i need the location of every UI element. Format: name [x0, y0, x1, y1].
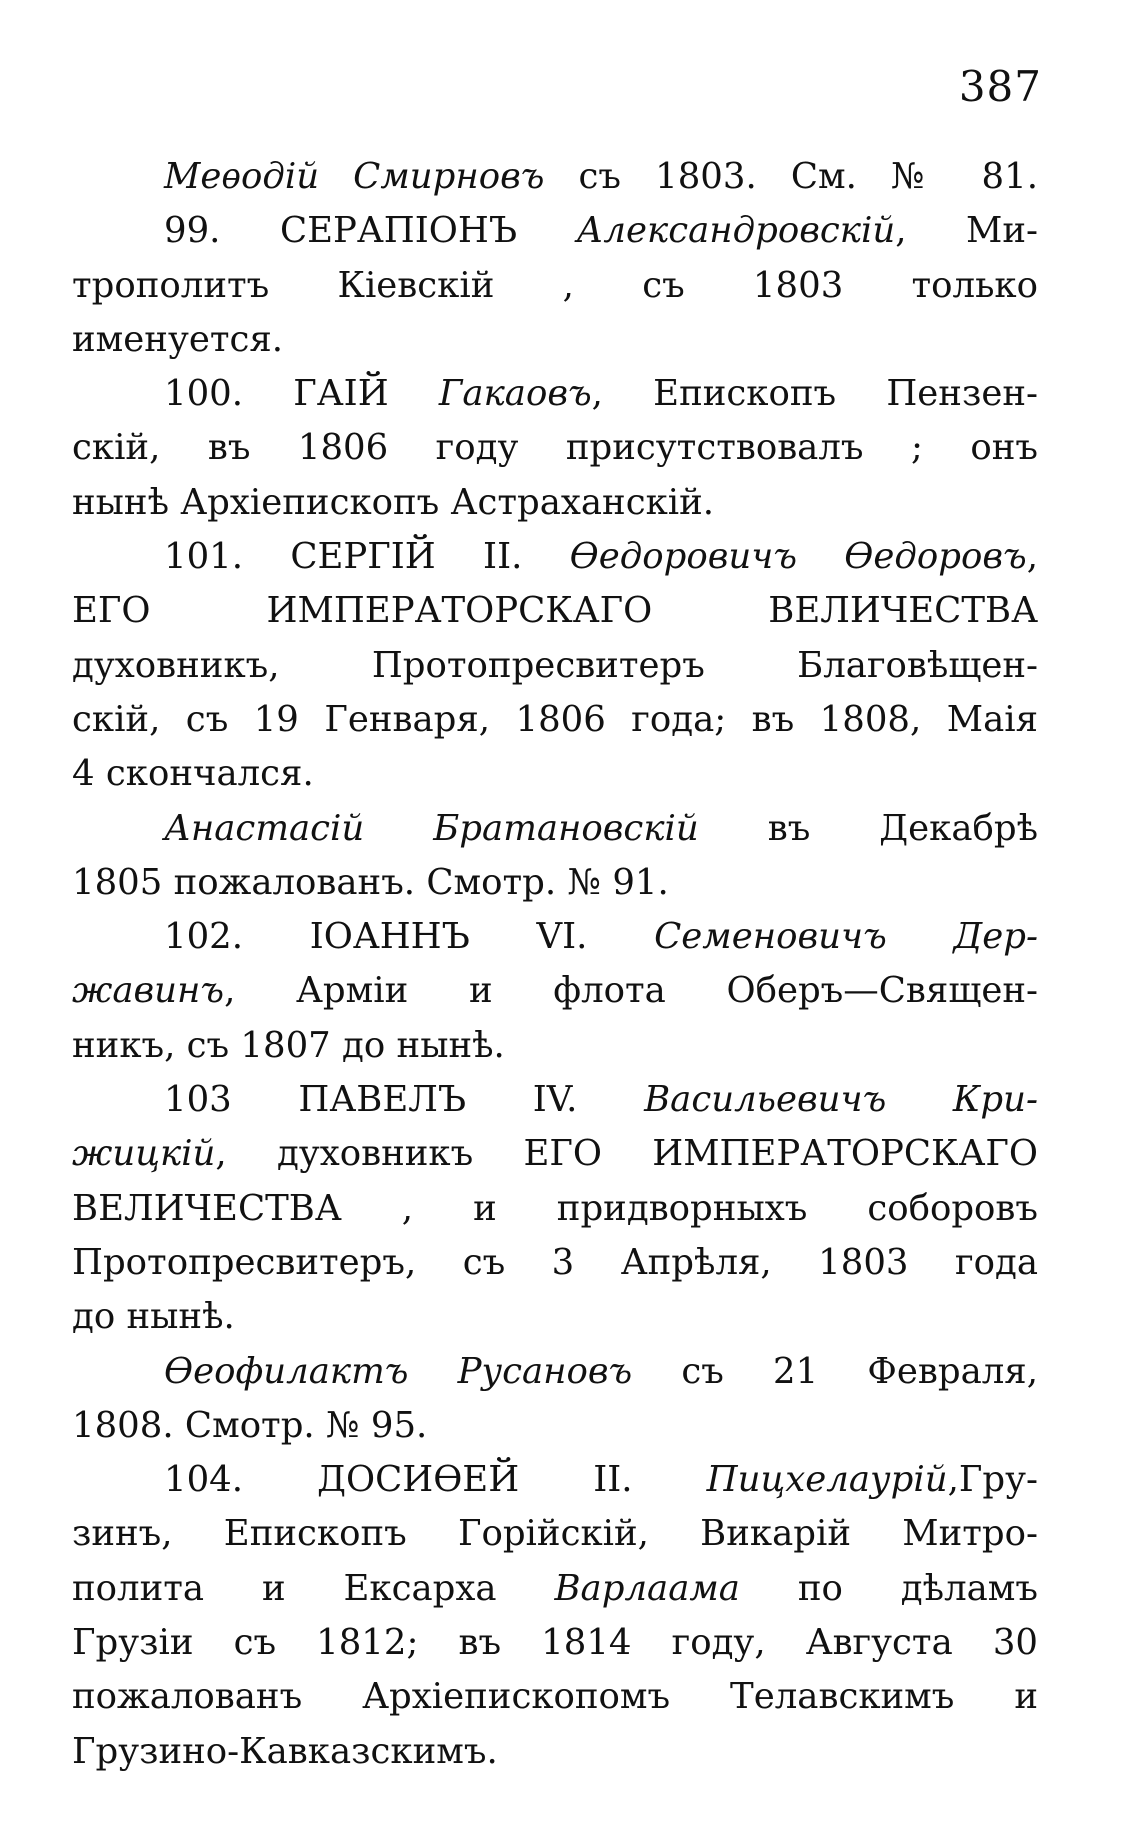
line-text: ВЕЛИЧЕСТВА , и придворныхъ соборовъ	[72, 1187, 1038, 1229]
line-text: полита и Ексарха	[72, 1567, 555, 1609]
text-line	[72, 1073, 1038, 1127]
text-line	[72, 1236, 1038, 1290]
text-line	[72, 1670, 1038, 1724]
text-line	[72, 1562, 1038, 1616]
text-line	[72, 259, 1038, 313]
text-line	[72, 964, 1038, 1018]
italic-name-text: Семеновичъ Дер-	[654, 916, 1038, 958]
line-text: съ 21 Февраля,	[632, 1350, 1038, 1392]
line-text: 4 скончался.	[72, 753, 314, 795]
text-line	[72, 313, 1038, 367]
text-line	[72, 910, 1038, 964]
line-text: 102. ІОАННЪ VI.	[164, 916, 655, 958]
text-line	[72, 1127, 1038, 1181]
text-line	[72, 856, 1038, 910]
line-text: именуется.	[72, 318, 284, 360]
italic-name-text: Меѳодій Смирновъ	[164, 156, 545, 197]
line-text: , Епископъ Пензен-	[591, 373, 1038, 415]
line-text: 1808. Смотр. № 95.	[72, 1404, 428, 1446]
line-text: 1805 пожалованъ. Смотр. № 91.	[72, 861, 669, 903]
page-body-text	[72, 150, 1038, 1779]
line-text: никъ, съ 1807 до нынѣ.	[72, 1024, 505, 1066]
line-text: 104. ДОСИѲЕЙ II.	[164, 1459, 707, 1501]
line-text: , Арміи и флота Оберъ—Священ-	[224, 970, 1038, 1012]
line-text: Грузіи съ 1812; въ 1814 году, Августа 30	[72, 1622, 1038, 1664]
line-text: 103 ПАВЕЛЪ IV.	[164, 1079, 645, 1121]
line-text: ЕГО ИМПЕРАТОРСКАГО ВЕЛИЧЕСТВА	[72, 590, 1038, 632]
text-line	[72, 421, 1038, 475]
line-text: 99. СЕРАПІОНЪ	[164, 210, 577, 252]
line-text: съ 1803. См. № 81.	[544, 156, 1038, 197]
italic-name-text: Варлаама	[554, 1567, 740, 1609]
text-line	[72, 639, 1038, 693]
text-line	[72, 584, 1038, 638]
line-text: Протопресвитеръ, съ 3 Апрѣля, 1803 года	[72, 1241, 1038, 1283]
text-line	[72, 802, 1038, 856]
text-line	[72, 1399, 1038, 1453]
line-text: духовникъ, Протопресвитеръ Благовѣщен-	[72, 644, 1038, 686]
text-line	[72, 476, 1038, 530]
italic-name-text: жавинъ	[72, 970, 225, 1012]
italic-name-text: Васильевичъ Кри-	[644, 1079, 1038, 1121]
page-number: 387	[958, 62, 1042, 111]
line-text: зинъ, Епископъ Горійскій, Викарій Митро-	[72, 1513, 1038, 1555]
text-line	[72, 1345, 1038, 1399]
text-line	[72, 150, 1038, 204]
text-line	[72, 530, 1038, 584]
italic-name-text: Гакаовъ	[438, 373, 592, 415]
line-text: пожалованъ Архіепископомъ Телавскимъ и	[72, 1676, 1038, 1718]
line-text: до нынѣ.	[72, 1296, 235, 1338]
text-line	[72, 1290, 1038, 1344]
italic-name-text: Пицхелаурій	[706, 1459, 948, 1501]
italic-name-text: Александровскій	[576, 210, 896, 252]
line-text: , духовникъ ЕГО ИМПЕРАТОРСКАГО	[215, 1133, 1038, 1175]
line-text: ,Гру-	[947, 1459, 1038, 1501]
italic-name-text: жицкій	[72, 1133, 216, 1175]
text-line	[72, 1182, 1038, 1236]
italic-name-text: Ѳеофилактъ Русановъ	[164, 1350, 633, 1392]
text-line	[72, 204, 1038, 258]
line-text: скій, съ 19 Генваря, 1806 года; въ 1808, Маія	[72, 698, 1038, 740]
text-line	[72, 747, 1038, 801]
text-line	[72, 367, 1038, 421]
line-text: 100. ГАІЙ	[164, 373, 439, 415]
italic-name-text: Анастасій Братановскій	[164, 807, 699, 849]
text-line	[72, 1616, 1038, 1670]
line-text: , Ми-	[895, 210, 1038, 252]
text-line	[72, 1725, 1038, 1779]
line-text: по дѣламъ	[739, 1567, 1038, 1609]
line-text: нынѣ Архіепископъ Астраханскій.	[72, 481, 715, 523]
line-text: въ Декабрѣ	[698, 807, 1038, 849]
line-text: ,	[1026, 536, 1038, 578]
text-line	[72, 1019, 1038, 1073]
text-line	[72, 1507, 1038, 1561]
italic-name-text: Ѳедоровичъ Ѳедоровъ	[569, 536, 1027, 578]
line-text: скій, въ 1806 году присутствовалъ ; онъ	[72, 427, 1038, 469]
line-text: Грузино-Кавказскимъ.	[72, 1730, 498, 1772]
text-line	[72, 1453, 1038, 1507]
text-line	[72, 693, 1038, 747]
line-text: трополитъ Кіевскій , съ 1803 только	[72, 264, 1038, 306]
line-text: 101. СЕРГІЙ II.	[164, 536, 570, 578]
